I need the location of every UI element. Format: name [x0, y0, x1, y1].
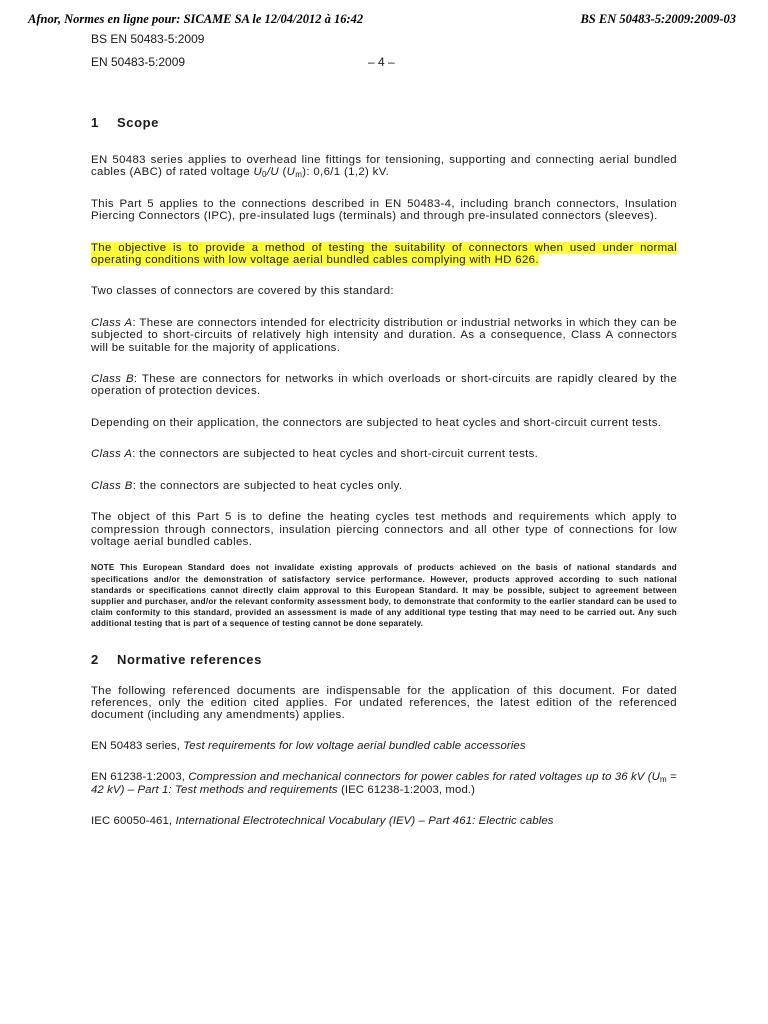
class-label: Class A	[91, 316, 133, 329]
references-intro: The following referenced documents are indispensable for the application of this document. For dated references, only the edition cited applies. For undated references, the latest edition of the referenced document (including any amendments) applies.	[91, 684, 677, 722]
class-label: Class B	[91, 479, 133, 492]
page-body	[91, 115, 677, 827]
standard-number: EN 50483-5:2009	[91, 55, 186, 69]
section-title: Scope	[117, 115, 160, 130]
running-header	[91, 55, 677, 71]
reference-item: IEC 60050-461, International Electrotechnical Vocabulary (IEV) – Part 461: Electric cables	[91, 814, 554, 827]
section-title: Normative references	[117, 651, 262, 667]
reference-item: EN 50483 series, Test requirements for low voltage aerial bundled cable accessories	[91, 739, 526, 752]
section-number: 1	[91, 115, 99, 130]
class-label: Class A	[91, 448, 133, 461]
watermark-header	[28, 12, 736, 28]
class-label: Class B	[91, 373, 134, 386]
page-number: – 4 –	[368, 55, 395, 69]
watermark-right: BS EN 50483-5:2009:2009-03	[580, 12, 736, 26]
scope-paragraph-object: The object of this Part 5 is to define the heating cycles test methods and requirements which apply to compression through connectors, insulation piercing connectors and all other type of connections for low voltage aerial bundled cables.	[91, 511, 677, 548]
scope-paragraph-classes: Two classes of connectors are covered by this standard:	[91, 285, 394, 298]
class-a-description: Class A: These are connectors intended for electricity distribution or industrial networks in which they can be subjected to short-circuits of relatively high intensity and duration. As a consequence, Class A connectors will be suitable for the majority of applications.	[91, 316, 677, 354]
scope-paragraph-2: This Part 5 applies to the connections described in EN 50483-4, including branch connectors, Insulation Piercing Connectors (IPC), pre-insulated lugs (terminals) and through pre-insulated connectors (sleeves).	[91, 197, 677, 223]
note-paragraph: NOTE This European Standard does not invalidate existing approvals of products achieved on the basis of national standards and specifications and/or the demonstration of satisfactory service performance. However, products approved according to such national standards or specifications cannot directly claim approval to this European Standard. It may be possible, subject to agreement between supplier and purchaser, and/or the relevant conformity assessment body, to demonstrate that conformity to the earlier standard can be used to claim conformity to this standard, provided an assessment is made of any additional type testing that may need to be carried out. Any such additional testing that is part of a sequence of testing cannot be done separately.	[91, 563, 677, 629]
reference-item: EN 61238-1:2003, Compression and mechanical connectors for power cables for rated voltages up to 36 kV ($U_m = 42$ kV) – Part 1: Test methods and requirements (IEC 61238-1:2003, mod.)	[91, 771, 677, 796]
scope-paragraph-1: EN 50483 series applies to overhead line fittings for tensioning, supporting and connecting aerial bundled cables (ABC) of rated voltage $U_0/U$ $(U_m)$: 0,6/1 (1,2) kV.	[91, 154, 677, 180]
section-number: 2	[91, 651, 99, 667]
watermark-left: Afnor, Normes en ligne pour: SICAME SA le 12/04/2012 à 16:42	[28, 12, 364, 26]
document-id: BS EN 50483-5:2009	[91, 32, 205, 46]
highlighted-text: The objective is to provide a method of testing the suitability of connectors when used under normal operating conditions with low voltage aerial bundled cables complying with HD 626.	[91, 241, 677, 267]
section-heading-scope	[91, 115, 677, 130]
class-a-tests: Class A: the connectors are subjected to heat cycles and short-circuit current tests.	[91, 448, 539, 461]
scope-paragraph-application: Depending on their application, the connectors are subjected to heat cycles and short-circuit current tests.	[91, 416, 662, 429]
scope-objective-paragraph	[91, 242, 677, 267]
section-heading-normative-references	[91, 652, 677, 667]
class-b-description: Class B: These are connectors for networks in which overloads or short-circuits are rapidly cleared by the operation of protection devices.	[91, 373, 678, 398]
class-b-tests: Class B: the connectors are subjected to heat cycles only.	[91, 479, 403, 492]
